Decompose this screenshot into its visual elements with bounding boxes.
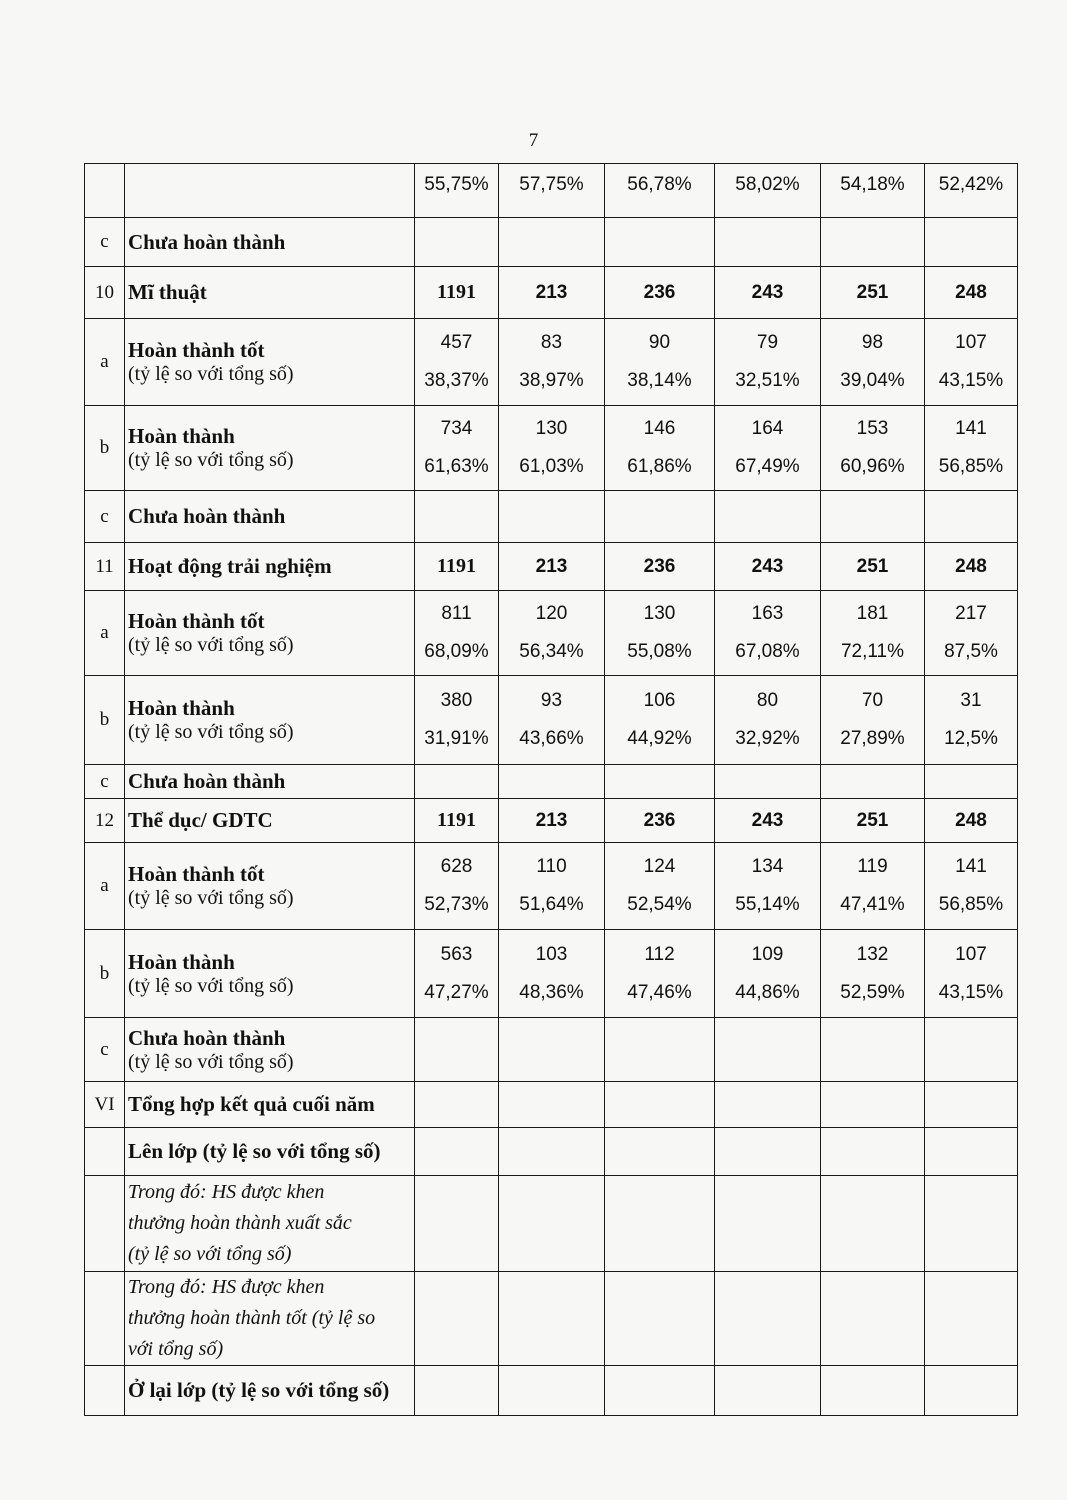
table-row (85, 765, 1018, 799)
table-row (85, 676, 1018, 765)
row-label (125, 1176, 415, 1272)
row-label (125, 406, 415, 491)
results-table (84, 163, 1018, 1416)
row-label-line: Trong đó: HS được khen (128, 1181, 325, 1203)
table-row (85, 591, 1018, 676)
total-cell: 236 (605, 543, 715, 591)
percent-value: 56,34% (519, 641, 584, 662)
table-row (85, 218, 1018, 267)
count-value: 141 (955, 418, 987, 439)
count-value: 380 (440, 690, 473, 711)
row-label-title: Chưa hoàn thành (128, 229, 286, 254)
table-row (85, 1128, 1018, 1176)
row-label-title: Thể dục/ GDTC (128, 808, 273, 832)
percent-value: 43,15% (938, 370, 1004, 391)
row-label (125, 267, 415, 319)
percent-value: 39,04% (840, 370, 905, 391)
table-row (85, 799, 1018, 843)
count-value: 130 (535, 418, 568, 439)
count-value: 107 (955, 943, 987, 965)
value-cell (499, 319, 605, 406)
percent-value: 43,66% (519, 728, 584, 749)
count-value: 90 (648, 332, 671, 353)
value-cell (605, 591, 715, 676)
empty-cell (499, 1272, 605, 1366)
empty-cell (821, 218, 925, 267)
empty-cell (821, 765, 925, 799)
page-number: 7 (528, 130, 539, 151)
row-label-line: thưởng hoàn thành tốt (tỷ lệ so (128, 1307, 376, 1329)
percent-value: 38,37% (424, 370, 489, 391)
table-row (85, 406, 1018, 491)
row-label-title: Ở lại lớp (tỷ lệ so với tổng số) (128, 1378, 390, 1402)
value-cell (715, 676, 821, 765)
total-cell: 1191 (415, 799, 499, 843)
total-cell: 251 (821, 799, 925, 843)
percent-value: 72,11% (840, 641, 905, 662)
empty-cell (715, 1176, 821, 1272)
row-label (125, 1082, 415, 1128)
count-value: 31 (960, 690, 982, 711)
percent-value: 87,5% (944, 641, 998, 662)
value-cell (821, 930, 925, 1018)
empty-cell (715, 218, 821, 267)
count-value: 146 (643, 418, 676, 439)
row-number: c (85, 218, 125, 267)
count-value: 164 (751, 418, 784, 439)
value-cell (499, 930, 605, 1018)
row-label (125, 164, 415, 218)
count-value: 106 (643, 690, 676, 711)
table-row (85, 1018, 1018, 1082)
row-label (125, 843, 415, 930)
value-cell (925, 406, 1018, 491)
empty-cell (925, 1366, 1018, 1416)
row-label (125, 1272, 415, 1366)
count-value: 83 (540, 332, 563, 353)
count-value: 80 (756, 690, 779, 711)
percent-value: 31,91% (424, 728, 489, 749)
row-label-line: Trong đó: HS được khen (128, 1276, 325, 1298)
count-value: 563 (440, 943, 473, 965)
row-number: c (85, 491, 125, 543)
row-label-sub: (tỷ lệ so với tổng số) (128, 1050, 294, 1073)
table-row (85, 1272, 1018, 1366)
value-cell: 52,42% (925, 164, 1018, 218)
empty-cell (715, 1128, 821, 1176)
empty-cell (605, 218, 715, 267)
row-label-sub: (tỷ lệ so với tổng số) (128, 721, 294, 743)
value-cell (925, 676, 1018, 765)
percent-value: 47,41% (840, 894, 905, 915)
row-label-sub: (tỷ lệ so với tổng số) (128, 363, 294, 385)
empty-cell (499, 491, 605, 543)
total-cell: 248 (925, 799, 1018, 843)
percent-value: 61,63% (424, 456, 489, 477)
row-label-sub: (tỷ lệ so với tổng số) (128, 974, 294, 997)
table-row (85, 930, 1018, 1018)
count-value: 110 (536, 856, 567, 877)
percent-value: 48,36% (519, 981, 584, 1003)
value-cell (715, 930, 821, 1018)
row-number: a (85, 843, 125, 930)
row-label (125, 491, 415, 543)
total-cell: 213 (499, 543, 605, 591)
count-value: 93 (540, 690, 563, 711)
total-cell: 1191 (415, 543, 499, 591)
empty-cell (415, 491, 499, 543)
count-value: 811 (441, 603, 472, 624)
count-value: 217 (955, 603, 987, 624)
total-cell: 251 (821, 267, 925, 319)
row-label-title: Chưa hoàn thành (128, 769, 286, 793)
value-cell (415, 676, 499, 765)
row-label (125, 218, 415, 267)
row-label-sub: (tỷ lệ so với tổng số) (128, 634, 294, 656)
results-table-body (85, 164, 1018, 1416)
row-label-sub: (tỷ lệ so với tổng số) (128, 449, 294, 471)
value-cell (605, 930, 715, 1018)
count-value: 628 (440, 856, 473, 877)
empty-cell (415, 1128, 499, 1176)
empty-cell (715, 1272, 821, 1366)
empty-cell (925, 1082, 1018, 1128)
percent-value: 51,64% (519, 894, 584, 915)
percent-value: 55,08% (627, 641, 692, 662)
total-cell: 248 (925, 267, 1018, 319)
row-label (125, 765, 415, 799)
count-value: 181 (856, 603, 889, 624)
row-label (125, 319, 415, 406)
empty-cell (499, 765, 605, 799)
row-label (125, 1018, 415, 1082)
count-value: 134 (751, 856, 784, 877)
row-number: b (85, 930, 125, 1018)
percent-value: 32,92% (735, 728, 800, 749)
count-value: 112 (644, 943, 675, 965)
count-value: 103 (535, 943, 568, 965)
row-number: VI (85, 1082, 125, 1128)
empty-cell (925, 218, 1018, 267)
count-value: 79 (756, 332, 779, 353)
value-cell (605, 319, 715, 406)
empty-cell (415, 1366, 499, 1416)
empty-cell (499, 1366, 605, 1416)
count-value: 132 (856, 943, 889, 965)
percent-value: 12,5% (944, 728, 998, 749)
empty-cell (715, 765, 821, 799)
empty-cell (605, 1082, 715, 1128)
row-number: 11 (85, 543, 125, 591)
empty-cell (821, 1082, 925, 1128)
percent-value: 61,03% (519, 456, 584, 477)
total-cell: 251 (821, 543, 925, 591)
empty-cell (605, 491, 715, 543)
row-label (125, 591, 415, 676)
row-number: c (85, 765, 125, 799)
row-label-title: Chưa hoàn thành (128, 504, 286, 528)
row-label-sub: (tỷ lệ so với tổng số) (128, 887, 294, 909)
percent-value: 61,86% (627, 456, 692, 477)
percent-value: 60,96% (840, 456, 905, 477)
total-cell: 213 (499, 267, 605, 319)
table-row (85, 1082, 1018, 1128)
percent-value: 56,85% (938, 456, 1004, 477)
value-cell (605, 843, 715, 930)
row-number (85, 1128, 125, 1176)
value-cell (715, 406, 821, 491)
value-cell (715, 843, 821, 930)
row-label (125, 676, 415, 765)
total-cell: 243 (715, 267, 821, 319)
percent-value: 67,49% (735, 456, 800, 477)
value-cell (715, 591, 821, 676)
percent-value: 27,89% (840, 728, 905, 749)
empty-cell (925, 491, 1018, 543)
total-cell: 243 (715, 543, 821, 591)
empty-cell (925, 765, 1018, 799)
total-cell: 213 (499, 799, 605, 843)
empty-cell (499, 218, 605, 267)
percent-value: 55,14% (735, 894, 800, 915)
value-cell (499, 406, 605, 491)
row-label-title: Chưa hoàn thành (128, 1025, 286, 1050)
count-value: 70 (861, 690, 884, 711)
empty-cell (715, 1366, 821, 1416)
value-cell (821, 676, 925, 765)
percent-value: 56,85% (938, 894, 1004, 915)
row-number (85, 1272, 125, 1366)
value-cell (925, 591, 1018, 676)
count-value: 130 (643, 603, 676, 624)
row-label-title: Hoàn thành (128, 424, 235, 448)
percent-value: 38,14% (627, 370, 692, 391)
count-value: 163 (751, 603, 784, 624)
row-number (85, 1366, 125, 1416)
row-label-title: Tổng hợp kết quả cuối năm (128, 1092, 375, 1116)
percent-value: 38,97% (519, 370, 584, 391)
empty-cell (925, 1128, 1018, 1176)
table-row (85, 319, 1018, 406)
row-number: 12 (85, 799, 125, 843)
value-cell (499, 676, 605, 765)
row-number (85, 1176, 125, 1272)
count-value: 107 (955, 332, 987, 353)
percent-value: 32,51% (735, 370, 800, 391)
empty-cell (715, 491, 821, 543)
row-number: a (85, 319, 125, 406)
empty-cell (415, 218, 499, 267)
empty-cell (605, 1272, 715, 1366)
empty-cell (499, 1176, 605, 1272)
row-label-title: Hoàn thành (128, 696, 235, 720)
row-label (125, 930, 415, 1018)
empty-cell (415, 765, 499, 799)
row-label-title: Hoàn thành (128, 949, 235, 974)
empty-cell (605, 1018, 715, 1082)
value-cell: 58,02% (715, 164, 821, 218)
percent-value: 67,08% (735, 641, 800, 662)
value-cell (415, 319, 499, 406)
table-row (85, 164, 1018, 218)
value-cell (499, 591, 605, 676)
row-label-title: Hoạt động trải nghiệm (128, 554, 332, 578)
row-label-title: Hoàn thành tốt (128, 609, 265, 633)
empty-cell (605, 1128, 715, 1176)
empty-cell (415, 1176, 499, 1272)
empty-cell (821, 1176, 925, 1272)
empty-cell (415, 1272, 499, 1366)
value-cell (821, 591, 925, 676)
empty-cell (925, 1176, 1018, 1272)
empty-cell (605, 1366, 715, 1416)
value-cell (821, 319, 925, 406)
value-cell: 57,75% (499, 164, 605, 218)
table-row (85, 1176, 1018, 1272)
empty-cell (821, 1018, 925, 1082)
empty-cell (499, 1082, 605, 1128)
row-label-line: (tỷ lệ so với tổng số) (128, 1243, 292, 1265)
row-number: 10 (85, 267, 125, 319)
value-cell (499, 843, 605, 930)
count-value: 124 (643, 856, 676, 877)
total-cell: 236 (605, 267, 715, 319)
empty-cell (415, 1018, 499, 1082)
count-value: 457 (440, 332, 473, 353)
table-row (85, 267, 1018, 319)
value-cell (415, 406, 499, 491)
empty-cell (499, 1018, 605, 1082)
value-cell: 55,75% (415, 164, 499, 218)
count-value: 119 (857, 856, 888, 877)
percent-value: 47,46% (627, 981, 692, 1003)
percent-value: 52,54% (627, 894, 692, 915)
total-cell: 248 (925, 543, 1018, 591)
row-label (125, 799, 415, 843)
percent-value: 44,92% (627, 728, 692, 749)
percent-value: 44,86% (735, 981, 800, 1003)
count-value: 141 (955, 856, 987, 877)
value-cell: 56,78% (605, 164, 715, 218)
empty-cell (715, 1082, 821, 1128)
row-label-line: với tổng số) (128, 1338, 224, 1360)
value-cell: 54,18% (821, 164, 925, 218)
table-row (85, 843, 1018, 930)
empty-cell (499, 1128, 605, 1176)
table-row (85, 491, 1018, 543)
row-number (85, 164, 125, 218)
percent-value: 52,73% (424, 894, 489, 915)
count-value: 109 (751, 943, 784, 965)
count-value: 734 (440, 418, 473, 439)
empty-cell (605, 1176, 715, 1272)
percent-value: 43,15% (938, 981, 1004, 1003)
total-cell: 236 (605, 799, 715, 843)
row-label (125, 1128, 415, 1176)
value-cell (821, 843, 925, 930)
value-cell (415, 930, 499, 1018)
row-label-title: Mĩ thuật (128, 280, 207, 304)
empty-cell (415, 1082, 499, 1128)
row-label-title: Hoàn thành tốt (128, 862, 265, 886)
row-label-title: Lên lớp (tỷ lệ so với tổng số) (128, 1139, 381, 1163)
value-cell (715, 319, 821, 406)
row-number: b (85, 406, 125, 491)
table-row (85, 1366, 1018, 1416)
row-number: a (85, 591, 125, 676)
value-cell (925, 319, 1018, 406)
value-cell (605, 676, 715, 765)
value-cell (925, 930, 1018, 1018)
empty-cell (821, 491, 925, 543)
value-cell (925, 843, 1018, 930)
empty-cell (605, 765, 715, 799)
empty-cell (821, 1128, 925, 1176)
table-row (85, 543, 1018, 591)
total-cell: 1191 (415, 267, 499, 319)
count-value: 120 (535, 603, 568, 624)
value-cell (605, 406, 715, 491)
empty-cell (925, 1018, 1018, 1082)
row-label-title: Hoàn thành tốt (128, 338, 265, 362)
value-cell (415, 591, 499, 676)
row-number: b (85, 676, 125, 765)
empty-cell (821, 1272, 925, 1366)
empty-cell (821, 1366, 925, 1416)
row-label (125, 1366, 415, 1416)
row-number: c (85, 1018, 125, 1082)
percent-value: 52,59% (840, 981, 905, 1003)
count-value: 153 (856, 418, 889, 439)
value-cell (415, 843, 499, 930)
row-label-line: thưởng hoàn thành xuất sắc (128, 1212, 352, 1234)
percent-value: 68,09% (424, 641, 489, 662)
percent-value: 47,27% (424, 981, 489, 1003)
empty-cell (925, 1272, 1018, 1366)
count-value: 98 (861, 332, 884, 353)
value-cell (821, 406, 925, 491)
row-label (125, 543, 415, 591)
empty-cell (715, 1018, 821, 1082)
total-cell: 243 (715, 799, 821, 843)
